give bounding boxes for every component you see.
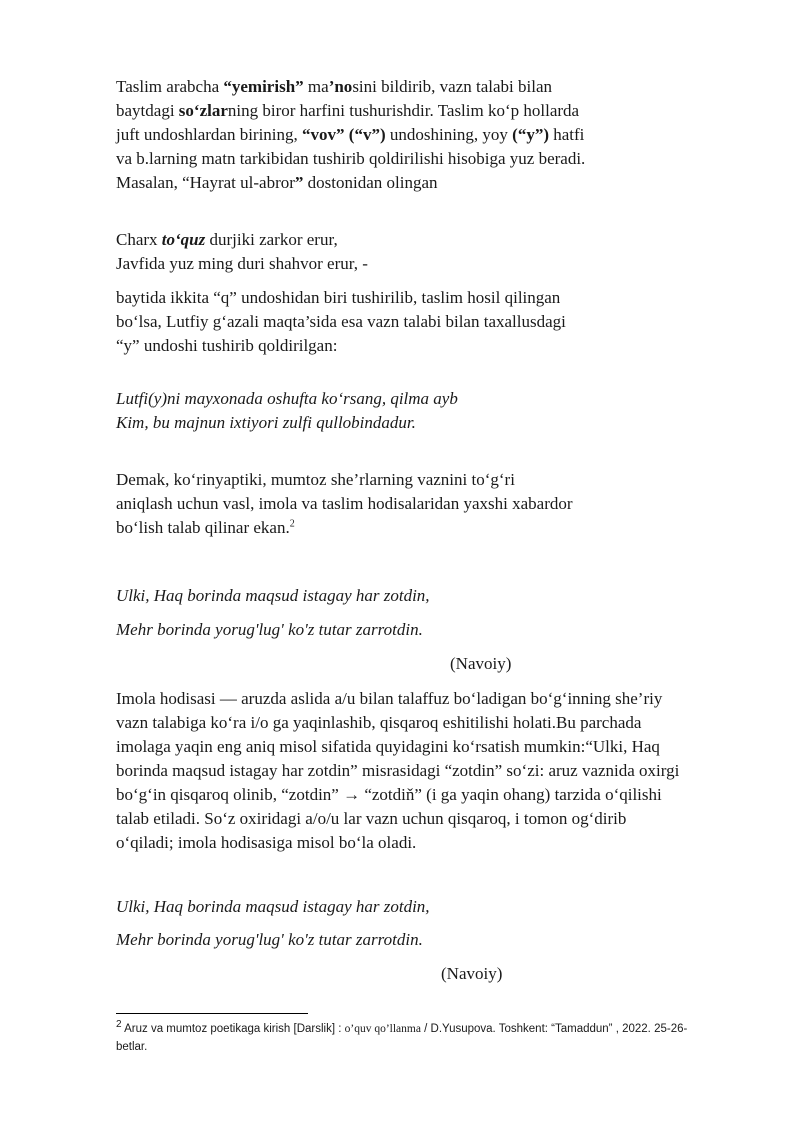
footnote bbox=[116, 1020, 741, 1056]
verse-line bbox=[116, 228, 368, 252]
bold-text: (“y”) bbox=[512, 125, 549, 144]
verse-line: Javfida yuz ming duri shahvor erur, - bbox=[116, 254, 368, 273]
text-run: dostonidan olingan bbox=[303, 173, 438, 192]
paragraph-conclusion bbox=[116, 468, 573, 540]
paragraph-line bbox=[116, 516, 573, 540]
verse-lutfiy bbox=[116, 387, 458, 435]
paragraph-line: va b.larning matn tarkibidan tushirib qoldirilishi hisobiga yuz beradi. bbox=[116, 149, 586, 168]
text-run: Masalan, “Hayrat ul-abror bbox=[116, 173, 295, 192]
bold-text: so‘zlar bbox=[178, 101, 228, 120]
paragraph-line: vazn talabiga ko‘ra i/o ga yaqinlashib, qisqaroq eshitilishi holati.Bu parchada bbox=[116, 713, 642, 732]
bold-text: “vov” (“v”) bbox=[302, 125, 386, 144]
verse-line: Lutfi(y)ni mayxonada oshufta ko‘rsang, qilma ayb bbox=[116, 389, 458, 408]
text-run: ning biror harfini tushurishdir. Taslim ko‘p hollarda bbox=[227, 101, 580, 120]
paragraph-line: Imola hodisasi — aruzda aslida a/u bilan talaffuz bo‘ladigan bo‘g‘inning she’riy bbox=[116, 689, 663, 708]
text-run: ma bbox=[303, 77, 329, 96]
paragraph-line: o‘qiladi; imola hodisasiga misol bo‘la oladi. bbox=[116, 833, 417, 852]
verse-navoiy-line-1: Ulki, Haq borinda maqsud istagay har zotdin, bbox=[116, 586, 430, 605]
footnote-text: / D.Yusupova. Toshkent: “Tamaddun” , 2022. 25-26- bbox=[420, 1023, 688, 1035]
text-run: bo‘lish talab qilinar ekan. bbox=[116, 518, 290, 537]
verse-hayrat-ul-abror bbox=[116, 228, 368, 276]
footnote-text: Aruz va mumtoz poetikaga kirish [Darslik] : bbox=[121, 1023, 345, 1035]
verse-line: Kim, bu majnun ixtiyori zulfi qullobindadur. bbox=[116, 413, 416, 432]
verse-author: (Navoiy) bbox=[441, 964, 503, 983]
paragraph-line: Demak, ko‘rinyaptiki, mumtoz she’rlarning vaznini to‘g‘ri bbox=[116, 470, 515, 489]
verse-navoiy-repeat-line-1: Ulki, Haq borinda maqsud istagay har zotdin, bbox=[116, 897, 430, 916]
text-run: undoshining, yoy bbox=[385, 125, 513, 144]
paragraph-line: aniqlash uchun vasl, imola va taslim hodisalaridan yaxshi xabardor bbox=[116, 494, 573, 513]
text-run: sini bildirib, vazn talabi bilan bbox=[352, 77, 553, 96]
paragraph-line: imolaga yaqin eng aniq misol sifatida quyidagini ko‘rsatish mumkin:“Ulki, Haq bbox=[116, 737, 660, 756]
text-run: durjiki zarkor erur, bbox=[205, 230, 338, 249]
text-run: baytdagi bbox=[116, 101, 179, 120]
bold-text: ” bbox=[294, 173, 304, 192]
footnote-text: betlar. bbox=[116, 1041, 148, 1053]
paragraph-line bbox=[116, 171, 585, 195]
paragraph-line: borinda maqsud istagay har zotdin” misrasidagi “zotdin” so‘zi: aruz vaznida oxirgi bbox=[116, 761, 680, 780]
paragraph-line: “y” undoshi tushirib qoldirilgan: bbox=[116, 336, 338, 355]
footnote-mark: 2 bbox=[116, 1019, 122, 1031]
paragraph-line bbox=[116, 75, 585, 99]
footnote-reference[interactable]: 2 bbox=[289, 518, 295, 530]
text-run: Charx bbox=[116, 230, 162, 249]
verse-navoiy-repeat-line-2: Mehr borinda yorug'lug' ko'z tutar zarrotdin. bbox=[116, 930, 423, 949]
paragraph-imola bbox=[116, 687, 756, 855]
paragraph-line: baytida ikkita “q” undoshidan biri tushirilib, taslim hosil qilingan bbox=[116, 288, 561, 307]
footnote-text: o’quv qo’llanma bbox=[344, 1023, 421, 1035]
verse-navoiy-line-2: Mehr borinda yorug'lug' ko'z tutar zarrotdin. bbox=[116, 620, 423, 639]
paragraph-line: bo‘g‘in qisqaroq olinib, “zotdin” → “zotdiň” (i ga yaqin ohang) tarzida o‘qilishi bbox=[116, 785, 662, 804]
paragraph-line bbox=[116, 123, 585, 147]
paragraph-taslim-example bbox=[116, 286, 566, 358]
paragraph-taslim-definition bbox=[116, 75, 585, 195]
footnote-separator bbox=[116, 1013, 308, 1014]
text-run: juft undoshlardan birining, bbox=[116, 125, 303, 144]
text-run: hatfi bbox=[549, 125, 585, 144]
bold-text: “yemirish” bbox=[223, 77, 304, 96]
paragraph-line: bo‘lsa, Lutfiy g‘azali maqta’sida esa vazn talabi bilan taxallusdagi bbox=[116, 312, 566, 331]
bold-italic-text: to‘quz bbox=[161, 230, 206, 249]
paragraph-line bbox=[116, 99, 585, 123]
bold-text: ’no bbox=[328, 77, 353, 96]
text-run: Taslim arabcha bbox=[116, 77, 224, 96]
paragraph-line: talab etiladi. So‘z oxiridagi a/o/u lar vazn uchun qisqaroq, i tomon og‘dirib bbox=[116, 809, 627, 828]
verse-author: (Navoiy) bbox=[450, 654, 512, 673]
